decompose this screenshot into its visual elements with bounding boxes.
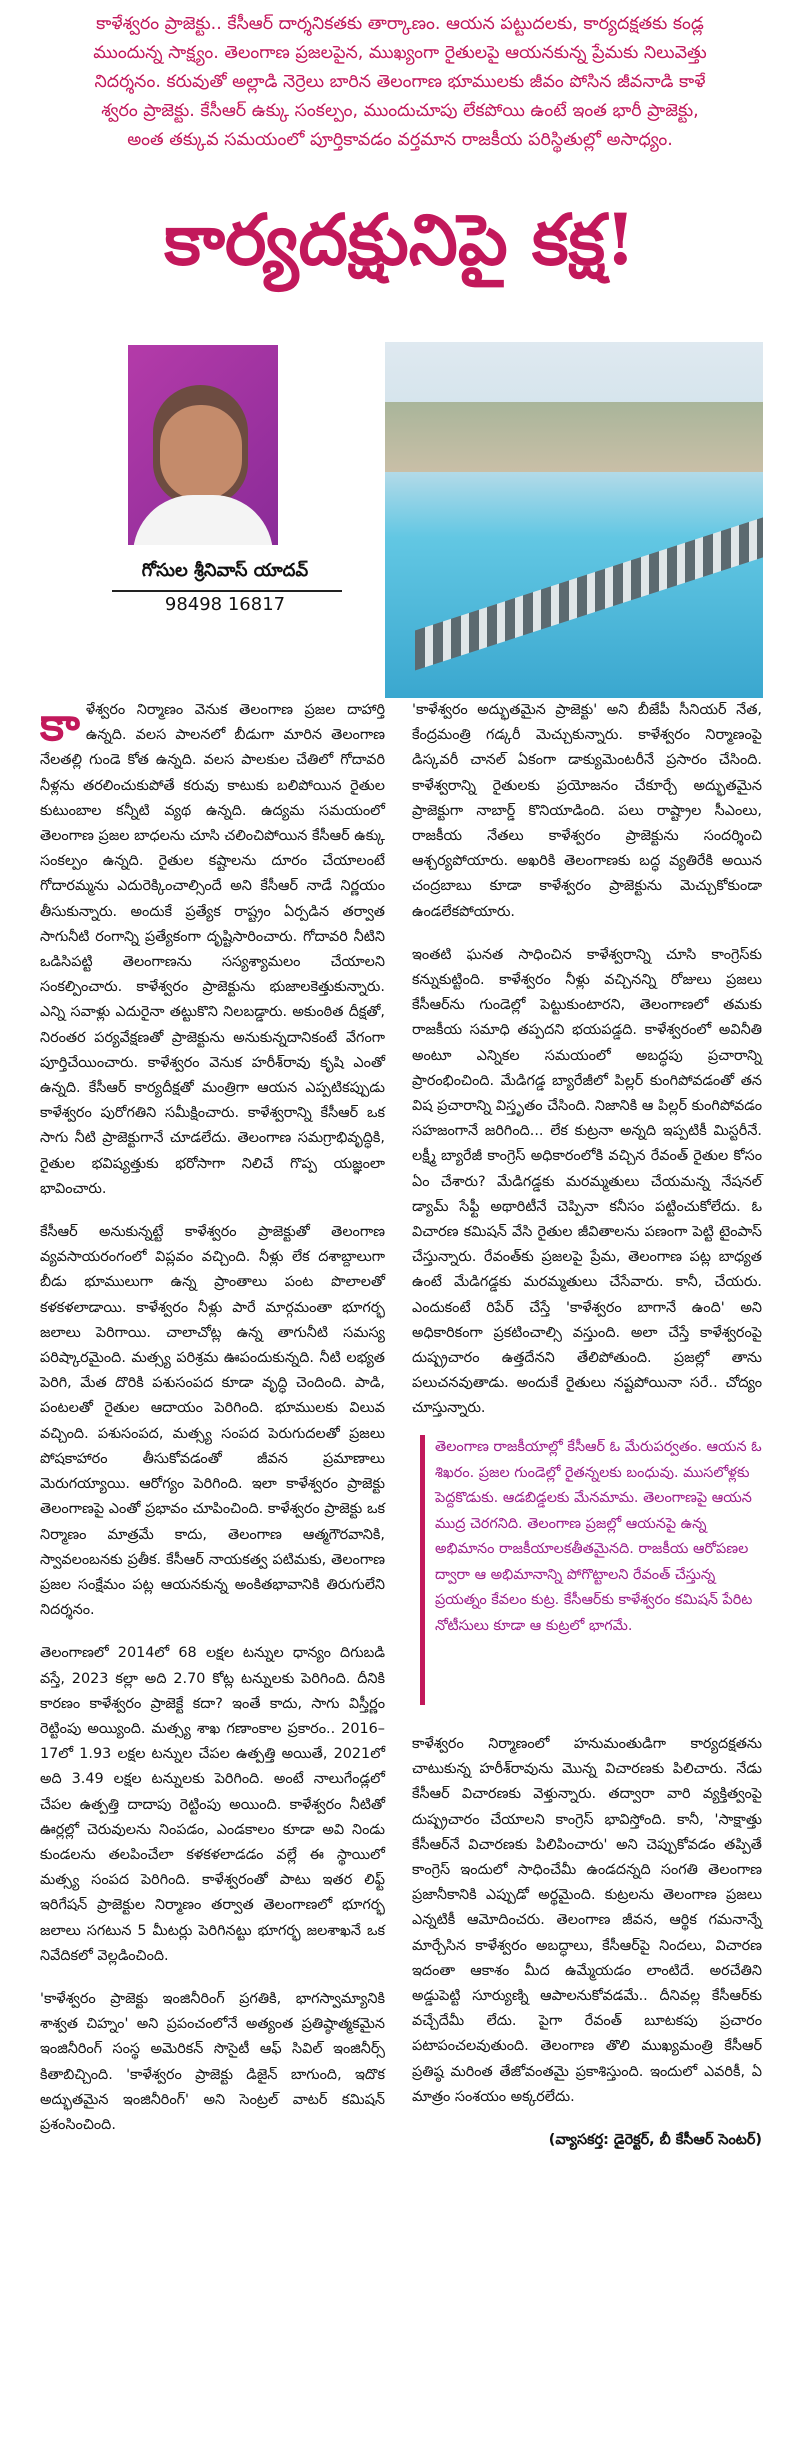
pull-quote: తెలంగాణ రాజకీయాల్లో కేసీఆర్ ఓ మేరుపర్వతం. ఆయన ఓ శిఖరం. ప్రజల గుండెల్లో రైతన్నలకు బంధువు. ముసలోళ్లకు పెద్దకొడుకు. ఆడబిడ్డలకు మేనమామ. తెలంగాణపై ఆయన ముద్ర చెరగనిది. తెలంగాణ ప్రజల్లో ఆయనపై ఉన్న అభిమానం రాజకీయాలకతీతమైనది. రాజకీయ ఆరోపణల ద్వారా ఆ అభిమానాన్ని పోగొట్టాలని రేవంత్ చేస్తున్న ప్రయత్నం కేవలం కుట్ర. కేసీఆర్‌కు కాళేశ్వరం కమిషన్ పేరిట నోటీసులు కూడా ఆ కుట్రలో భాగమే. bbox=[420, 1435, 770, 1705]
article-paragraph: తెలంగాణలో 2014లో 68 లక్షల టన్నుల ధాన్యం దిగుబడి వస్తే, 2023 కల్లా అది 2.70 కోట్ల టన్నులకు పెరిగింది. దీనికి కారణం కాళేశ్వరం ప్రాజెక్టే కదా? ఇంతే కాదు, సాగు విస్తీర్ణం రెట్టింపు అయ్యింది. మత్స్య శాఖ గణాంకాల ప్రకారం.. 2016–17లో 1.93 లక్షల టన్నుల చేపల ఉత్పత్తి అయితే, 2021లో అది 3.49 లక్షల టన్నులకు పెరిగింది. అంటే నాలుగేండ్లలో చేపల ఉత్పత్తి దాదాపు రెట్టింపు అయింది. కాళేశ్వరం నీటితో ఊర్లల్లో చెరువులను నింపడం, ఎండకాలం కూడా అవి నిండు కుండలను తలపించేలా కళకళలాడడం వల్లే ఈ స్థాయిలో మత్స్య సంపద పెరిగింది. కాళేశ్వరంతో పాటు ఇతర లిఫ్ట్ ఇరిగేషన్ ప్రాజెక్టుల నిర్మాణం తర్వాత తెలంగాణలో భూగర్భ జలాలు సగటున 5 మీటర్లు పెరిగినట్టు భూగర్భ జలశాఖనే ఒక నివేదికలో వెల్లడించింది. bbox=[40, 1645, 385, 1964]
author-phone: 98498 16817 bbox=[164, 594, 286, 615]
article-paragraph bbox=[40, 698, 385, 1202]
byline-divider bbox=[112, 590, 342, 592]
headline: కార్యదక్షునిపై కక్ష! bbox=[164, 198, 636, 281]
intro-line: నిదర్శనం. కరువుతో అల్లాడి నెర్రెలు బారిన తెలంగాణ భూములకు జీవం పోసిన జీవనాడి కాళే bbox=[94, 72, 706, 92]
author-name: గోసుల శ్రీనివాస్ యాదవ్ bbox=[141, 560, 309, 581]
barrage-photo bbox=[385, 342, 763, 698]
intro-line: అంత తక్కువ సమయంలో పూర్తికావడం వర్తమాన రాజకీయ పరిస్థితుల్లో అసాధ్యం. bbox=[127, 130, 673, 150]
article-column-right-top bbox=[412, 698, 762, 1440]
author-photo bbox=[128, 345, 278, 545]
article-paragraph: 'కాళేశ్వరం ప్రాజెక్టు ఇంజినీరింగ్ ప్రగతికి, భాగస్వామ్యానికి శాశ్వత చిహ్నం' అని ప్రపంచంలోనే అత్యంత ప్రతిష్ఠాత్మకమైన ఇంజినీరింగ్ సంస్థ అమెరికన్ సొసైటీ ఆఫ్ సివిల్ ఇంజినీర్స్ కితాబిచ్చింది. 'కాళేశ్వరం ప్రాజెక్టు డిజైన్ బాగుంది, ఇదొక అద్భుతమైన ఇంజినీరింగ్' అని సెంట్రల్ వాటర్ కమిషన్ ప్రశంసించింది. bbox=[40, 1990, 385, 2133]
intro-summary bbox=[40, 10, 760, 170]
article-column-right-bottom bbox=[412, 1732, 762, 2153]
dropcap: కా bbox=[40, 697, 80, 751]
article-column-left bbox=[40, 698, 385, 2156]
article-paragraph: 'కాళేశ్వరం అద్భుతమైన ప్రాజెక్టు' అని బీజేపీ సీనియర్ నేత, కేంద్రమంత్రి గడ్కరీ మెచ్చుకున్నారు. కాళేశ్వరం నిర్మాణంపై డిస్కవరీ చానల్ ఏకంగా డాక్యుమెంటరీనే ప్రసారం చేసింది. కాళేశ్వరాన్ని రైతులకు ప్రయోజనం చేకూర్చే అద్భుతమైన ప్రాజెక్టుగా నాబార్డ్ కొనియాడింది. పలు రాష్ట్రాల సీఎంలు, రాజకీయ నేతలు కాళేశ్వరం ప్రాజెక్టును సందర్శించి ఆశ్చర్యపోయారు. అఖరికి తెలంగాణకు బద్ధ వ్యతిరేకి అయిన చంద్రబాబు కూడా కాళేశ్వరం ప్రాజెక్టును మెచ్చుకోకుండా ఉండలేకపోయారు. bbox=[412, 702, 762, 920]
intro-line: శ్వరం ప్రాజెక్టు. కేసీఆర్ ఉక్కు సంకల్పం, ముందుచూపు లేకపోయి ఉంటే ఇంత భారీ ప్రాజెక్టు, bbox=[101, 101, 699, 121]
author-byline bbox=[95, 558, 355, 618]
article-paragraph: కేసీఆర్ అనుకున్నట్టే కాళేశ్వరం ప్రాజెక్టుతో తెలంగాణ వ్యవసాయరంగంలో విప్లవం వచ్చింది. నీళ్లు లేక దశాబ్దాలుగా బీడు భూములుగా ఉన్న ప్రాంతాలు పంట పొలాలతో కళకళలాడాయి. కాళేశ్వరం నీళ్లు పారే మార్గమంతా భూగర్భ జలాలు పెరిగాయి. చాలాచోట్ల ఉన్న తాగునీటి సమస్య పరిష్కారమైంది. మత్స్య పరిశ్రమ ఊపందుకున్నది. నీటి లభ్యత పెరిగి, మేత దొరికి పశుసంపద కూడా వృద్ధి చెందింది. పాడి, పంటలతో రైతుల ఆదాయం పెరిగింది. భూములకు విలువ వచ్చింది. పశుసంపద, మత్స్య సంపద పెరుగుదలతో ప్రజలు పోషకాహారం తీసుకోవడంతో జీవన ప్రమాణాలు మెరుగయ్యాయి. ఆరోగ్యం పెరిగింది. ఇలా కాళేశ్వరం ప్రాజెక్టు తెలంగాణపై ఎంతో ప్రభావం చూపించింది. కాళేశ్వరం ప్రాజెక్టు ఒక నిర్మాణం మాత్రమే కాదు, తెలంగాణ ఆత్మగౌరవానికి, స్వావలంబనకు ప్రతీక. కేసీఆర్ నాయకత్వ పటిమకు, తెలంగాణ ప్రజల సంక్షేమం పట్ల ఆయనకున్న అంకితభావానికి తిరుగులేని నిదర్శనం. bbox=[40, 1224, 385, 1619]
intro-line: ముందున్న సాక్ష్యం. తెలంగాణ ప్రజలపైన, ముఖ్యంగా రైతులపై ఆయనకున్న ప్రేమకు నిలువెత్తు bbox=[93, 43, 707, 63]
article-paragraph: ఇంతటి ఘనత సాధించిన కాళేశ్వరాన్ని చూసి కాంగ్రెస్‌కు కన్నుకుట్టింది. కాళేశ్వరం నీళ్లు వచ్చినన్ని రోజులు ప్రజలు కేసీఆర్‌ను గుండెల్లో పెట్టుకుంటారని, తెలంగాణలో తమకు రాజకీయ సమాధి తప్పదని భయపడ్డది. కాళేశ్వరంలో అవినీతి అంటూ ఎన్నికల సమయంలో అబద్ధపు ప్రచారాన్ని ప్రారంభించింది. మేడిగడ్డ బ్యారేజీలో పిల్లర్ కుంగిపోవడంతో తన విష ప్రచారాన్ని విస్తృతం చేసింది. నిజానికి ఆ పిల్లర్ కుంగిపోవడం సహజంగానే జరిగింది... లేక కుట్రనా అన్నది ఇప్పటికీ మిస్టరీనే. లక్ష్మీ బ్యారేజీ కాంగ్రెస్ అధికారంలోకి వచ్చిన రేవంత్ రైతుల కోసం ఏం చేశారు? మేడిగడ్డకు మరమ్మతులు చేయమన్న నేషనల్ డ్యామ్ సేఫ్టీ అథారిటీనే చెప్పినా కనీసం పట్టించుకోలేదు. ఓ విచారణ కమిషన్ వేసి రైతుల జీవితాలను పణంగా పెట్టి టైంపాస్ చేస్తున్నారు. రేవంత్‌కు ప్రజలపై ప్రేమ, తెలంగాణ పట్ల బాధ్యత ఉంటే మేడిగడ్డకు మరమ్మతులు చేసేవారు. కానీ, చేయరు. ఎందుకంటే రిపేర్ చేస్తే 'కాళేశ్వరం బాగానే ఉంది' అని అధికారికంగా ప్రకటించాల్సి వస్తుంది. అలా చేస్తే కాళేశ్వరంపై దుష్ప్రచారం ఉత్తదేనని తేలిపోతుంది. ప్రజల్లో తాను పలుచనవుతాడు. అందుకే రైతులు నష్టపోయినా సరే.. చోద్యం చూస్తున్నారు. bbox=[412, 946, 762, 1417]
paragraph-text: ళేశ్వరం నిర్మాణం వెనుక తెలంగాణ ప్రజల దాహార్తి ఉన్నది. వలస పాలనలో బీడుగా మారిన తెలంగాణ నేలతల్లి గుండె కోత ఉన్నది. వలస పాలకుల చేతిలో గోదావరి నీళ్లను తరలించుకుపోతే కరువు కాటుకు బలిపోయిన రైతుల కుటుంబాల కన్నీటి వ్యథ ఉన్నది. ఉద్యమ సమయంలో తెలంగాణ ప్రజల బాధలను చూసి చలించిపోయిన కేసీఆర్ ఉక్కు సంకల్పం ఉన్నది. రైతుల కష్టాలను దూరం చేయాలంటే గోదారమ్మను ఎదురెక్కించాల్సిందే అని కేసీఆర్ నాడే నిర్ణయం తీసుకున్నారు. అందుకే ప్రత్యేక రాష్ట్రం ఏర్పడిన తర్వాత సాగునీటి రంగాన్ని ప్రత్యేకంగా దృష్టిసారించారు. గోదావరి నీటిని ఒడిసిపట్టి తెలంగాణను సస్యశ్యామలం చేయాలని సంకల్పించారు. కాళేశ్వరం ప్రాజెక్టును భుజాలకెత్తుకున్నారు. ఎన్ని సవాళ్లు ఎదురైనా తట్టుకొని నిలబడ్డారు. అకుంఠిత దీక్షతో, నిరంతర పర్యవేక్షణతో ప్రాజెక్టును అనుకున్నదానికంటే వేగంగా పూర్తిచేయించారు. కాళేశ్వరం వెనుక హరీశ్‌రావు కృషి ఎంతో ఉన్నది. కేసీఆర్ కార్యదీక్షతో మంత్రిగా ఆయన ఎప్పటికప్పుడు కాళేశ్వరం పురోగతిని సమీక్షించారు. కాళేశ్వరాన్ని కేసీఆర్ ఒక సాగు నీటి ప్రాజెక్టుగానే చూడలేదు. తెలంగాణ సమగ్రాభివృద్ధికి, రైతుల భవిష్యత్తుకు భరోసాగా నిలిచే గొప్ప యజ్ఞంలా భావించారు. bbox=[40, 702, 385, 1197]
article-paragraph: కాళేశ్వరం నిర్మాణంలో హనుమంతుడిగా కార్యదక్షతను చాటుకున్న హరీశ్‌రావును మొన్న విచారణకు పిలిచారు. నేడు కేసీఆర్ విచారణకు వెళ్తున్నారు. తద్వారా వారి వ్యక్తిత్వంపై దుష్ప్రచారం చేయాలని కాంగ్రెస్ భావిస్తోంది. కానీ, 'సాక్షాత్తు కేసీఆర్‌నే విచారణకు పిలిపించారు' అని చెప్పుకోవడం తప్పితే కాంగ్రెస్ ఇందులో సాధించేమీ ఉండదన్నది సంగతి తెలంగాణ ప్రజానీకానికి ఎప్పుడో అర్థమైంది. కుట్రలను తెలంగాణ ప్రజలు ఎన్నటికీ ఆమోదించరు. తెలంగాణ జీవన, ఆర్థిక గమనాన్నే మార్చేసిన కాళేశ్వరం అబద్ధాలు, కేసీఆర్‌పై నిందలు, విచారణ ఇదంతా ఆకాశం మీద ఉమ్మేయడం లాంటిదే. అరచేతిని అడ్డుపెట్టి సూర్యుణ్ని ఆపాలనుకోవడమే.. దీనివల్ల కేసీఆర్‌కు వచ్చేదేమీ లేదు. పైగా రేవంత్ బూటకపు ప్రచారం పటాపంచలవుతుంది. తెలంగాణ తొలి ముఖ్యమంత్రి కేసీఆర్ ప్రతిష్ఠ మరింత తేజోవంతమై ప్రకాశిస్తుంది. ఇందులో ఎవరికీ, ఏ మాత్రం సంశయం అక్కరలేదు. bbox=[412, 1736, 762, 2105]
intro-line: కాళేశ్వరం ప్రాజెక్టు.. కేసీఆర్ దార్శనికతకు తార్కాణం. ఆయన పట్టుదలకు, కార్యదక్షతకు కండ్ల bbox=[96, 14, 704, 34]
author-credit: (వ్యాసకర్త: డైరెక్టర్, బీ కేసీఆర్ సెంటర్) bbox=[548, 2132, 762, 2149]
